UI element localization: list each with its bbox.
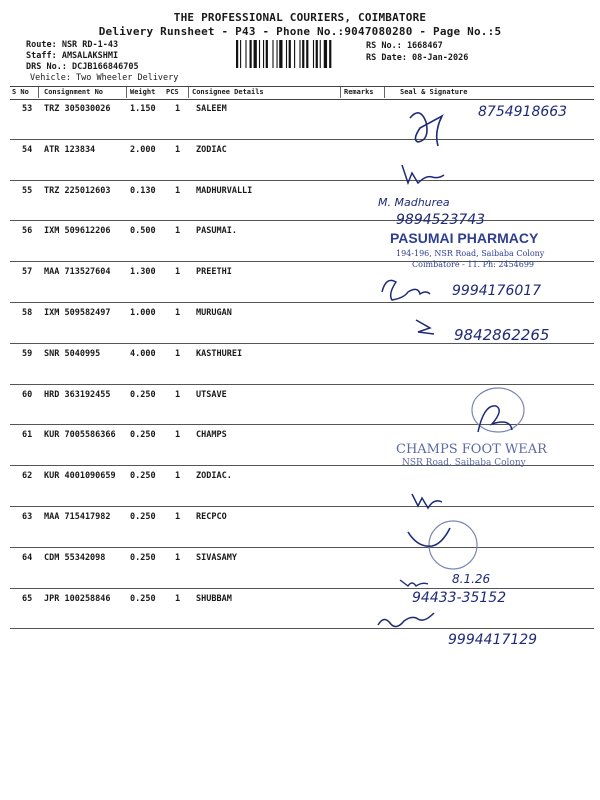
handwritten-date: 8.1.26 [452, 572, 491, 586]
col-weight: Weight [130, 88, 156, 96]
row-consignee: MURUGAN [196, 307, 232, 318]
row-pcs: 1 [175, 144, 181, 155]
row-pcs: 1 [175, 267, 181, 278]
handwritten-phone: 9994417129 [448, 632, 538, 648]
row-consignment: KUR 7005586366 [44, 430, 116, 441]
row-consignment: SNR 5040995 [44, 348, 101, 359]
row-consignee: SIVASAMY [196, 552, 237, 563]
row-pcs: 1 [175, 104, 181, 114]
row-pcs: 1 [175, 430, 181, 441]
pasumai-stamp-name: PASUMAI PHARMACY [390, 230, 539, 246]
row-consignment: HRD 363192455 [44, 389, 111, 400]
row-weight: 0.250 [130, 389, 156, 400]
row-consignment: TRZ 225012603 [44, 185, 111, 196]
row-consignment: IXM 509612206 [44, 226, 111, 237]
row-consignee: ZODIAC [196, 144, 227, 155]
row-consignee: PREETHI [196, 267, 232, 278]
row-consignee: MADHURVALLI [196, 185, 253, 196]
pasumai-stamp-city: Coimbatore - 11. Ph: 2454699 [412, 260, 535, 269]
row-sno: 60 [22, 389, 33, 400]
row-sno: 54 [22, 144, 33, 155]
row-weight: 0.500 [130, 226, 156, 237]
signature-mark [400, 580, 428, 586]
row-consignee: ZODIAC. [196, 471, 232, 482]
row-consignment: KUR 4001090659 [44, 471, 116, 482]
signature-mark [378, 613, 434, 627]
row-weight: 0.250 [130, 471, 156, 482]
signature-mark [412, 494, 442, 508]
handwritten-phone: 9994176017 [452, 283, 542, 299]
champs-stamp-name: CHAMPS FOOT WEAR [396, 442, 547, 457]
handwritten-phone: 8754918663 [478, 104, 568, 120]
row-weight: 1.300 [130, 267, 156, 278]
row-pcs: 1 [175, 226, 181, 237]
row-sno: 61 [22, 430, 33, 441]
row-pcs: 1 [175, 471, 181, 482]
col-remarks: Remarks [344, 88, 374, 96]
signature-mark [416, 320, 434, 334]
route-label: Route: NSR RD-1-43 [26, 40, 119, 50]
row-consignment: ATR 123834 [44, 144, 96, 155]
handwritten-phone: 9894523743 [396, 212, 486, 228]
row-pcs: 1 [175, 185, 181, 196]
row-weight: 1.000 [130, 307, 156, 318]
row-weight: 0.250 [130, 552, 156, 563]
row-consignment: IXM 509582497 [44, 307, 111, 318]
row-consignment: JPR 100258846 [44, 593, 111, 604]
row-consignment: MAA 713527604 [44, 267, 111, 278]
col-consignment: Consignment No [44, 88, 104, 96]
row-pcs: 1 [175, 593, 181, 604]
drs-label: DRS No.: DCJB166846705 [26, 62, 139, 72]
pasumai-stamp-address: 194-196, NSR Road, Saibaba Colony [396, 249, 545, 258]
handwritten-name: M. Madhurea [378, 196, 450, 209]
rs-date: RS Date: 08-Jan-2026 [366, 53, 469, 63]
row-weight: 2.000 [130, 144, 156, 155]
row-sno: 58 [22, 307, 33, 318]
row-sno: 63 [22, 511, 33, 522]
row-sno: 62 [22, 471, 33, 482]
handwritten-phone: 9842862265 [454, 326, 550, 344]
row-consignee: UTSAVE [196, 389, 227, 400]
row-sno: 53 [22, 104, 33, 114]
staff-label: Staff: AMSALAKSHMI [26, 51, 119, 61]
vehicle-label: Vehicle: Two Wheeler Delivery [30, 73, 179, 83]
row-weight: 4.000 [130, 348, 156, 359]
row-weight: 0.130 [130, 185, 156, 196]
signature-mark [402, 165, 444, 183]
col-pcs: PCS [166, 88, 179, 96]
row-weight: 1.150 [130, 104, 156, 114]
runsheet-title: Delivery Runsheet - P43 - Phone No.:9047080280 - Page No.:5 [98, 25, 502, 38]
row-sno: 59 [22, 348, 33, 359]
signature-mark [410, 113, 442, 146]
row-consignee: SHUBBAM [196, 593, 232, 604]
row-consignee: PASUMAI. [196, 226, 237, 237]
handwritten-phone: 94433-35152 [412, 590, 507, 606]
row-pcs: 1 [175, 389, 181, 400]
row-sno: 56 [22, 226, 33, 237]
rs-number: RS No.: 1668467 [366, 41, 443, 51]
row-pcs: 1 [175, 552, 181, 563]
row-weight: 0.250 [130, 593, 156, 604]
company-title: THE PROFESSIONAL COURIERS, COIMBATORE [173, 11, 427, 24]
row-weight: 0.250 [130, 511, 156, 522]
col-sno: S No [12, 88, 29, 96]
row-consignment: TRZ 305030026 [44, 104, 111, 114]
row-sno: 65 [22, 593, 33, 604]
col-signature: Seal & Signature [400, 88, 468, 96]
row-sno: 57 [22, 267, 33, 278]
row-consignee: KASTHUREI [196, 348, 243, 359]
signature-mark [382, 280, 430, 300]
row-sno: 55 [22, 185, 33, 196]
row-consignee: RECPCO [196, 511, 227, 522]
champs-stamp-address: NSR Road, Saibaba Colony [402, 458, 526, 468]
row-pcs: 1 [175, 348, 181, 359]
row-pcs: 1 [175, 307, 181, 318]
row-consignment: CDM 55342098 [44, 552, 106, 563]
row-consignee: CHAMPS [196, 430, 227, 441]
row-weight: 0.250 [130, 430, 156, 441]
row-sno: 64 [22, 552, 33, 563]
row-consignment: MAA 715417982 [44, 511, 111, 522]
row-consignee: SALEEM [196, 104, 227, 114]
col-consignee: Consignee Details [192, 88, 264, 96]
row-pcs: 1 [175, 511, 181, 522]
